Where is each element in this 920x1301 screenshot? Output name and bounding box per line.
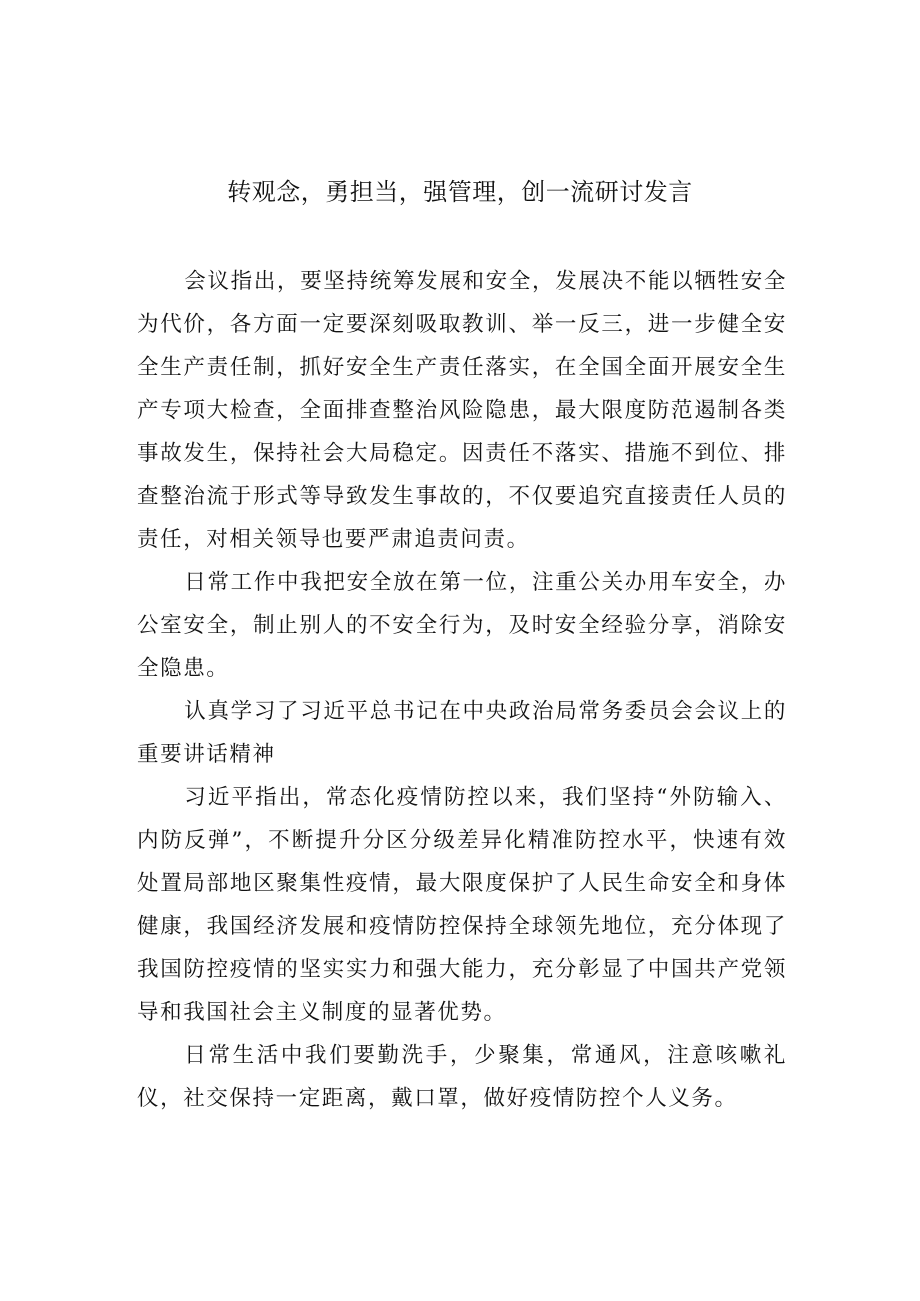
paragraph-daily-work-safety: 日常工作中我把安全放在第一位，注重公关办用车安全，办公室安全，制止别人的不安全行为，及时安全经验分享，消除安全隐患。 xyxy=(137,570,787,681)
paragraph-daily-life-measures: 日常生活中我们要勤洗手，少聚集，常通风，注意咳嗽礼仪，社交保持一定距离，戴口罩，做好疫情防控个人义务。 xyxy=(137,1043,787,1111)
document-body xyxy=(137,260,787,1120)
paragraph-study-speech: 认真学习了习近平总书记在中央政治局常务委员会会议上的重要讲话精神 xyxy=(137,699,787,767)
paragraph-epidemic-control: 习近平指出，常态化疫情防控以来，我们坚持“外防输入、内防反弹”，不断提升分区分级差异化精准防控水平，快速有效处置局部地区聚集性疫情，最大限度保护了人民生命安全和身体健康，我国经济发展和疫情防控保持全球领先地位，充分体现了我国防控疫情的坚实实力和强大能力，充分彰显了中国共产党领导和我国社会主义制度的显著优势。 xyxy=(137,785,787,1025)
paragraph-meeting-points: 会议指出，要坚持统筹发展和安全，发展决不能以牺牲安全为代价，各方面一定要深刻吸取教训、举一反三，进一步健全安全生产责任制，抓好安全生产责任落实，在全国全面开展安全生产专项大检查，全面排查整治风险隐患，最大限度防范遏制各类事故发生，保持社会大局稳定。因责任不落实、措施不到位、排查整治流于形式等导致发生事故的，不仅要追究直接责任人员的责任，对相关领导也要严肃追责问责。 xyxy=(137,269,787,552)
document-title: 转观念，勇担当，强管理，创一流研讨发言 xyxy=(227,178,693,206)
